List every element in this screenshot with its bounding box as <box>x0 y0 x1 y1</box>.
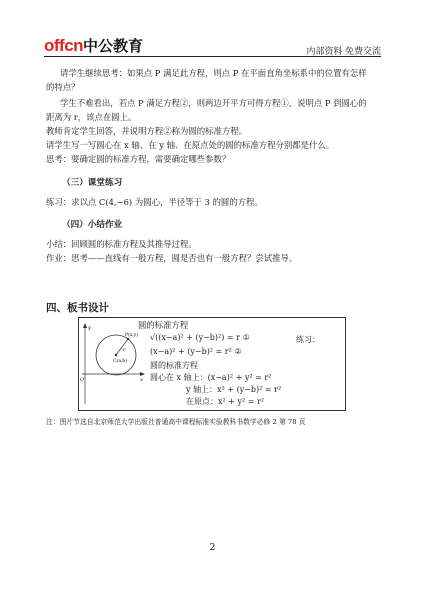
radius-line <box>116 339 128 355</box>
board-eq2: (x−a)² + (y−b)² = r² ② <box>150 347 242 356</box>
board-exercise: 练习： <box>296 335 320 344</box>
section-title-practice: （三）课堂练习 <box>62 177 123 187</box>
paragraph-2: 学生不难看出，若点 P 满足方程②，则两边开平方可得方程①，说明点 P 到圆心的 <box>60 98 367 108</box>
x-axis-arrow <box>140 372 145 376</box>
label-center: C(a,b) <box>113 359 127 364</box>
logo <box>44 36 143 57</box>
circle-figure <box>80 322 146 408</box>
paragraph-4: 请学生写一写圆心在 x 轴、在 y 轴、在原点处的圆的标准方程分别都是什么。 <box>46 140 335 150</box>
summary-text: 小结：回顾圆的标准方程及其推导过程。 <box>46 239 197 249</box>
practice-text: 练习：求以点 C(4,−6) 为圆心，半径等于 3 的圆的方程。 <box>46 197 263 207</box>
paragraph-1-cont: 的特点？ <box>46 82 80 92</box>
paragraph-2-cont: 距离为 r，该点在圆上。 <box>46 112 137 122</box>
section-title-summary: （四）小结作业 <box>62 219 123 229</box>
y-axis-arrow <box>83 323 87 328</box>
label-origin: O <box>80 377 85 383</box>
board-std-label: 圆的标准方程 <box>150 361 198 370</box>
paragraph-3: 教师肯定学生回答，并说明方程②称为圆的标准方程。 <box>46 126 247 136</box>
label-point-p: P(x,y) <box>125 333 139 338</box>
figure-note: 注：图片节选自北京师范大学出版社普通高中课程标准实验教科书数学必修 2 第 78 页 <box>46 418 306 426</box>
homework-text: 作业：思考——直线有一般方程，圆是否也有一般方程？尝试推导。 <box>46 253 298 263</box>
board-title: 圆的标准方程 <box>138 320 189 330</box>
board-eq1: √((x−a)² + (y−b)²) = r ① <box>150 333 250 342</box>
logo-text: offcn <box>44 36 84 55</box>
board-y-axis-eq: y 轴上：x² + (y−b)² = r² <box>186 385 282 394</box>
header-note: 内部资料 免费交流 <box>306 46 381 56</box>
label-x: x <box>140 377 143 383</box>
board-origin-eq: 在原点：x² + y² = r² <box>186 397 265 406</box>
board-x-axis-eq: 圆心在 x 轴上：(x−a)² + y² = r² <box>150 373 272 382</box>
point-p-dot <box>127 338 129 340</box>
paragraph-5: 思考：要确定圆的标准方程，需要确定哪些参数？ <box>46 154 231 164</box>
paragraph-1: 请学生继续思考：如果点 P 满足此方程，则点 P 在平面直角坐标系中的位置有怎样 <box>60 68 367 78</box>
logo-brand-text: 中公教育 <box>83 38 144 55</box>
page-number: 2 <box>209 543 216 553</box>
label-radius: r <box>123 347 126 353</box>
page-header <box>44 36 381 58</box>
board-heading: 四、板书设计 <box>46 302 109 314</box>
header-divider <box>44 56 381 57</box>
center-dot <box>115 354 117 356</box>
label-y: y <box>88 325 91 331</box>
